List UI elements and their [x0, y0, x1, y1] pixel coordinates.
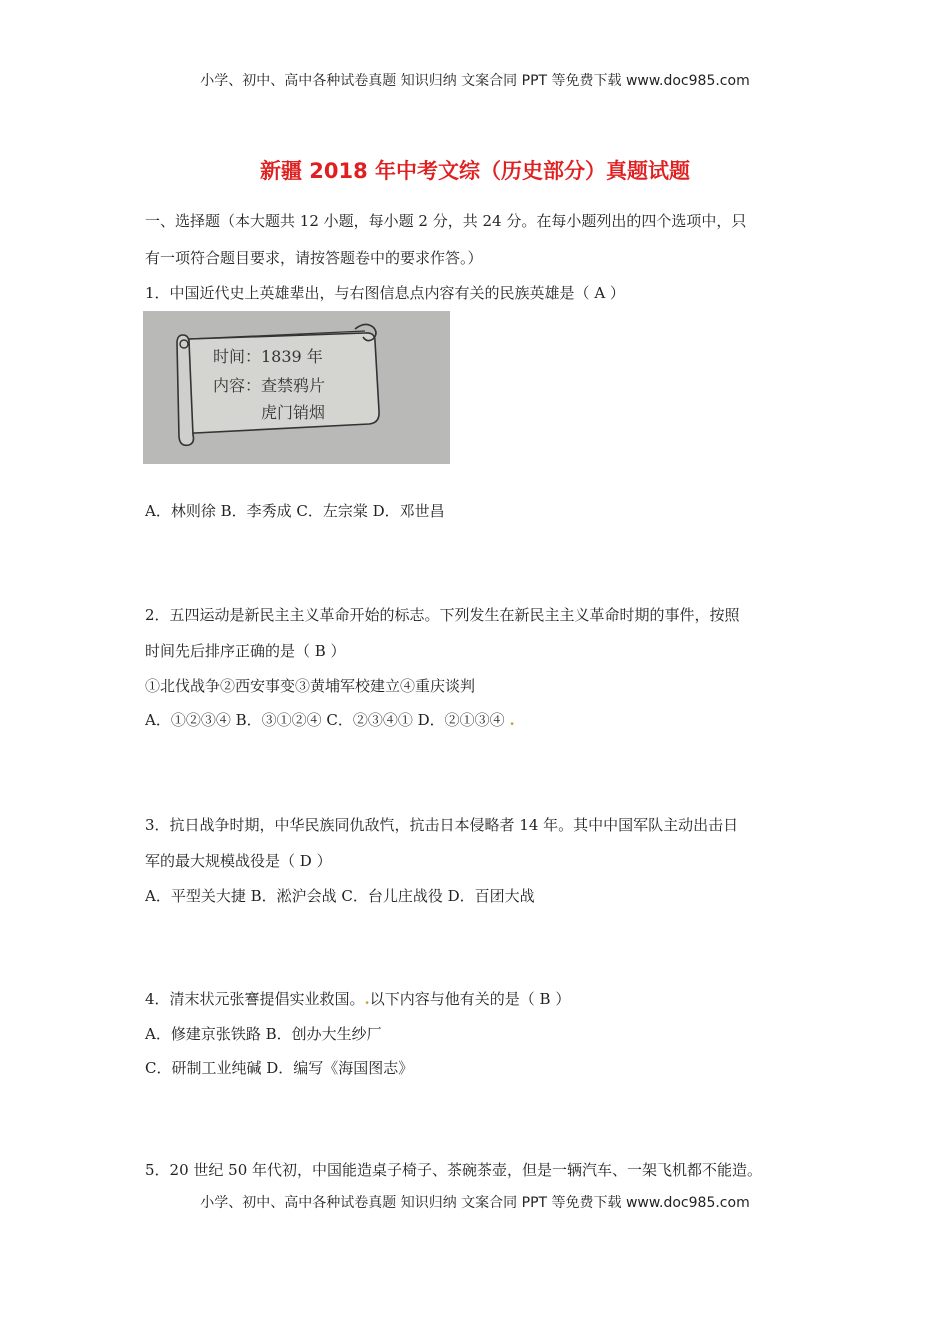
- scroll-line-time: 时间：1839 年: [213, 347, 323, 366]
- document-title: 新疆 2018 年中考文综（历史部分）真题试题: [259, 159, 691, 183]
- header-banner: 小学、初中、高中各种试卷真题 知识归纳 文案合同 PPT 等免费下载 www.doc985.com: [200, 73, 750, 89]
- question-4-options-line-2: C．研制工业纯碱 D．编写《海国图志》: [145, 1059, 414, 1077]
- question-2-events: ①北伐战争②西安事变③黄埔军校建立④重庆谈判: [145, 677, 476, 695]
- question-1-figure: [143, 311, 450, 464]
- question-2-stem-line-2: 时间先后排序正确的是（ B ）: [145, 642, 346, 660]
- scroll-line-content-2: 虎门销烟: [261, 403, 326, 422]
- question-3-options: A．平型关大捷 B．淞沪会战 C．台儿庄战役 D．百团大战: [145, 887, 535, 905]
- question-4-options-line-1: A．修建京张铁路 B．创办大生纱厂: [145, 1025, 382, 1043]
- question-3-stem-line-1: 3．抗日战争时期，中华民族同仇敌忾，抗击日本侵略者 14 年。其中中国军队主动出击日: [145, 816, 739, 834]
- stray-dot-mark: .: [509, 711, 515, 729]
- question-4-stem-part-1: 4．清末状元张謇提倡实业救国。: [145, 990, 365, 1008]
- question-3-stem-line-2: 军的最大规模战役是（ D ）: [145, 852, 332, 870]
- question-1-options: A．林则徐 B．李秀成 C．左宗棠 D．邓世昌: [145, 502, 445, 520]
- question-5-stem: 5．20 世纪 50 年代初，中国能造桌子椅子、茶碗茶壶，但是一辆汽车、一架飞机都不能造。: [145, 1161, 763, 1179]
- question-2-options: A．①②③④ B．③①②④ C．②③④① D．②①③④: [145, 711, 505, 729]
- question-2-options-row: [145, 709, 515, 730]
- question-4-stem-row: [145, 988, 570, 1009]
- stray-dot-mark: .: [364, 990, 370, 1008]
- section-intro-line-1: 一、选择题（本大题共 12 小题，每小题 2 分，共 24 分。在每小题列出的四个选项中，只: [145, 212, 747, 230]
- section-intro-line-2: 有一项符合题目要求，请按答题卷中的要求作答。）: [145, 249, 483, 267]
- scroll-line-content: 内容：查禁鸦片: [213, 376, 326, 395]
- footer-banner: 小学、初中、高中各种试卷真题 知识归纳 文案合同 PPT 等免费下载 www.doc985.com: [200, 1195, 750, 1211]
- question-4-stem-part-2: 以下内容与他有关的是（ B ）: [369, 990, 571, 1008]
- question-1-stem: 1．中国近代史上英雄辈出，与右图信息点内容有关的民族英雄是（ A ）: [145, 284, 625, 302]
- question-2-stem-line-1: 2．五四运动是新民主主义革命开始的标志。下列发生在新民主主义革命时期的事件，按照: [145, 606, 740, 624]
